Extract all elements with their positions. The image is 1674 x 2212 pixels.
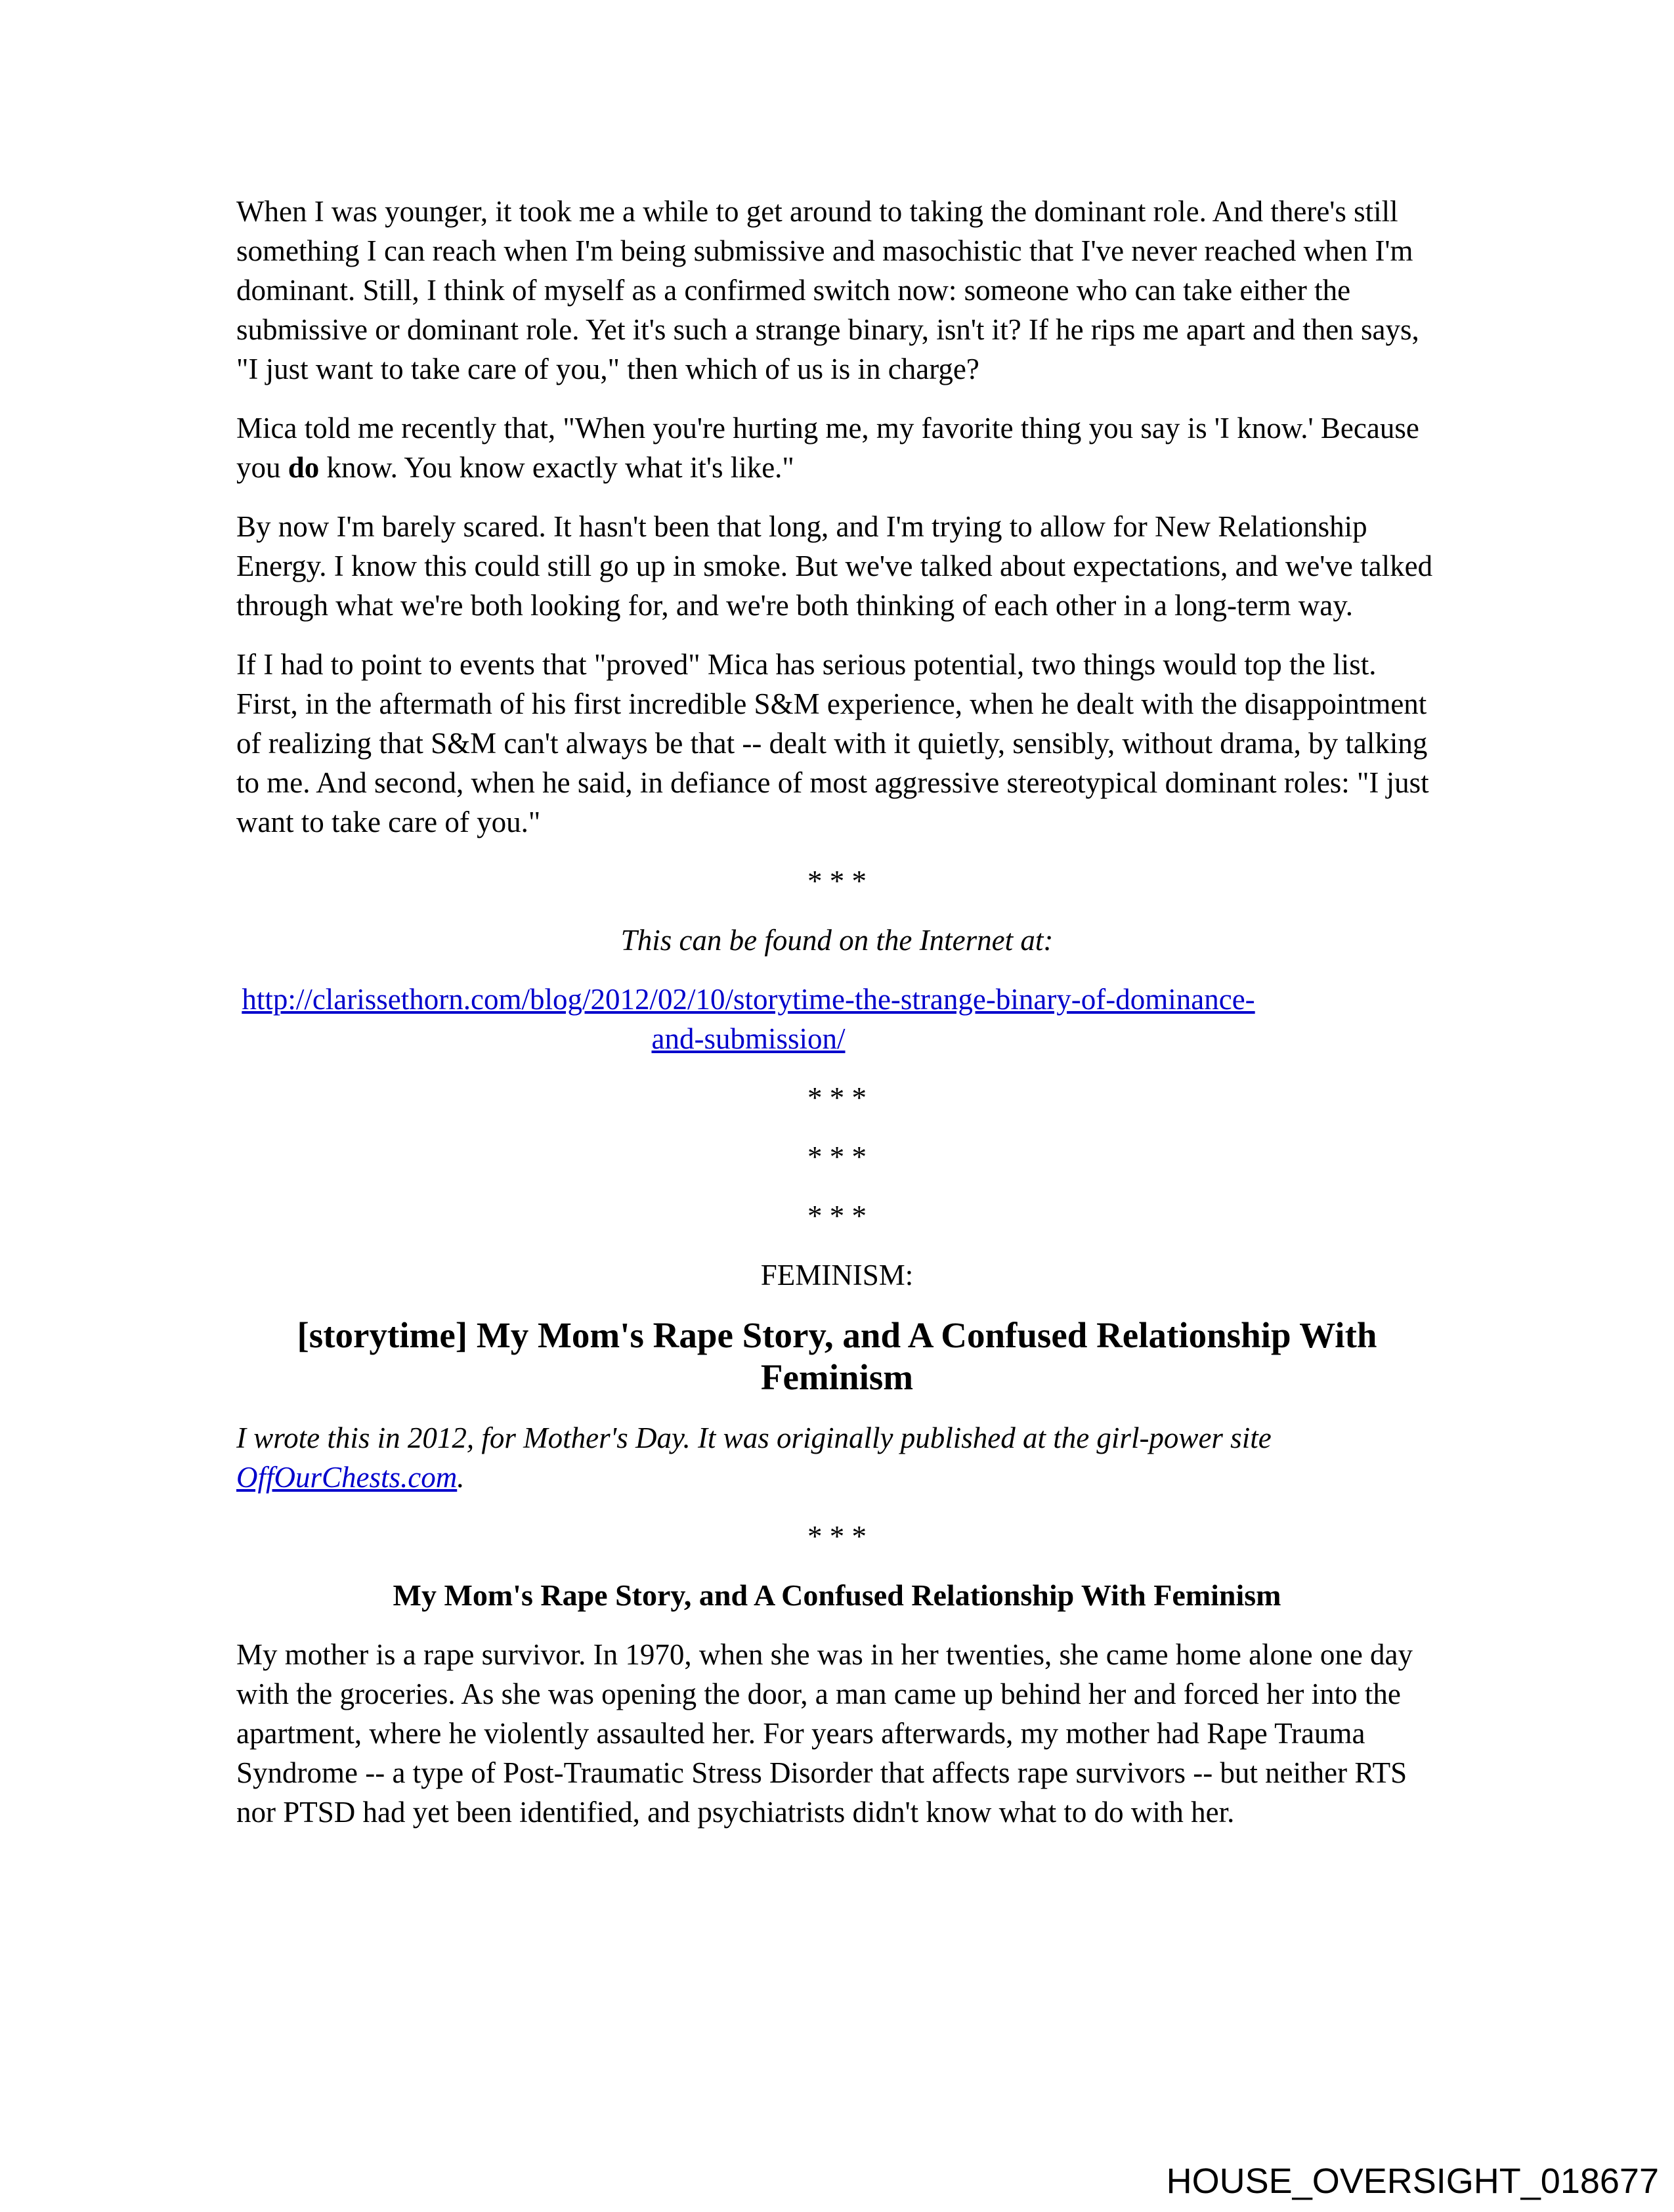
intro-note-text-before: I wrote this in 2012, for Mother's Day. It was originally published at the girl-power site — [236, 1421, 1272, 1454]
asterisk-separator: * * * — [807, 1140, 867, 1173]
document-body — [236, 192, 1438, 1852]
paragraph-new-relationship-energy: By now I'm barely scared. It hasn't been that long, and I'm trying to allow for New Relationship Energy. I know this could still go up in smoke. But we've talked about expectations, and we've talked through what we're both looking for, and we're both thinking of each other in a long-term way. — [236, 510, 1433, 622]
paragraph-proved-events: If I had to point to events that "proved" Mica has serious potential, two things would top the list. First, in the aftermath of his first incredible S&M experience, when he dealt with the disappointment of realizing that S&M can't always be that -- dealt with it quietly, sensibly, without drama, by talking to me. And second, when he said, in defiance of most aggressive stereotypical dominant roles: "I just want to take care of you." — [236, 648, 1429, 838]
paragraph-mica-quote — [236, 408, 1438, 487]
intro-note-text-after: . — [457, 1461, 465, 1494]
asterisk-separator: * * * — [807, 865, 867, 898]
article-title: [storytime] My Mom's Rape Story, and A Confused Relationship With Feminism — [297, 1315, 1377, 1397]
paragraph-switch-role: When I was younger, it took me a while to get around to taking the dominant role. And there's still something I can reach when I'm being submissive and masochistic that I've never reached when I'm dominant. Still, I think of myself as a confirmed switch now: someone who can take either the submissive or dominant role. Yet it's such a strange binary, isn't it? If he rips me apart and then says, "I just want to take care of you," then which of us is in charge? — [236, 195, 1419, 385]
bates-stamp: HOUSE_OVERSIGHT_018677 — [1166, 2161, 1659, 2201]
emphasis-do: do — [288, 451, 320, 484]
blog-post-link[interactable]: http://clarissethorn.com/blog/2012/02/10/storytime-the-strange-binary-of-dominance-and-submission/ — [242, 983, 1255, 1055]
intro-note — [236, 1418, 1438, 1497]
mica-quote-text-before: Mica told me recently that, "When you're hurting me, my favorite thing you say is 'I know.' Because you — [236, 412, 1419, 484]
source-url-line — [236, 980, 1260, 1058]
mica-quote-text-after: know. You know exactly what it's like." — [319, 451, 794, 484]
asterisk-separator: * * * — [807, 1200, 867, 1232]
asterisk-separator: * * * — [807, 1520, 867, 1553]
paragraph-mother-story: My mother is a rape survivor. In 1970, when she was in her twenties, she came home alone one day with the groceries. As she was opening the door, a man came up behind her and forced her into the apartment, where he violently assaulted her. For years afterwards, my mother had Rape Trauma Syndrome -- a type of Post-Traumatic Stress Disorder that affects rape survivors -- but neither RTS nor PTSD had yet been identified, and psychiatrists didn't know what to do with her. — [236, 1638, 1413, 1829]
asterisk-separator: * * * — [807, 1081, 867, 1114]
article-subtitle: My Mom's Rape Story, and A Confused Relationship With Feminism — [393, 1578, 1281, 1612]
section-label-feminism: FEMINISM: — [760, 1259, 914, 1291]
offourchests-link[interactable]: OffOurChests.com — [236, 1461, 458, 1494]
source-note: This can be found on the Internet at: — [620, 924, 1054, 957]
